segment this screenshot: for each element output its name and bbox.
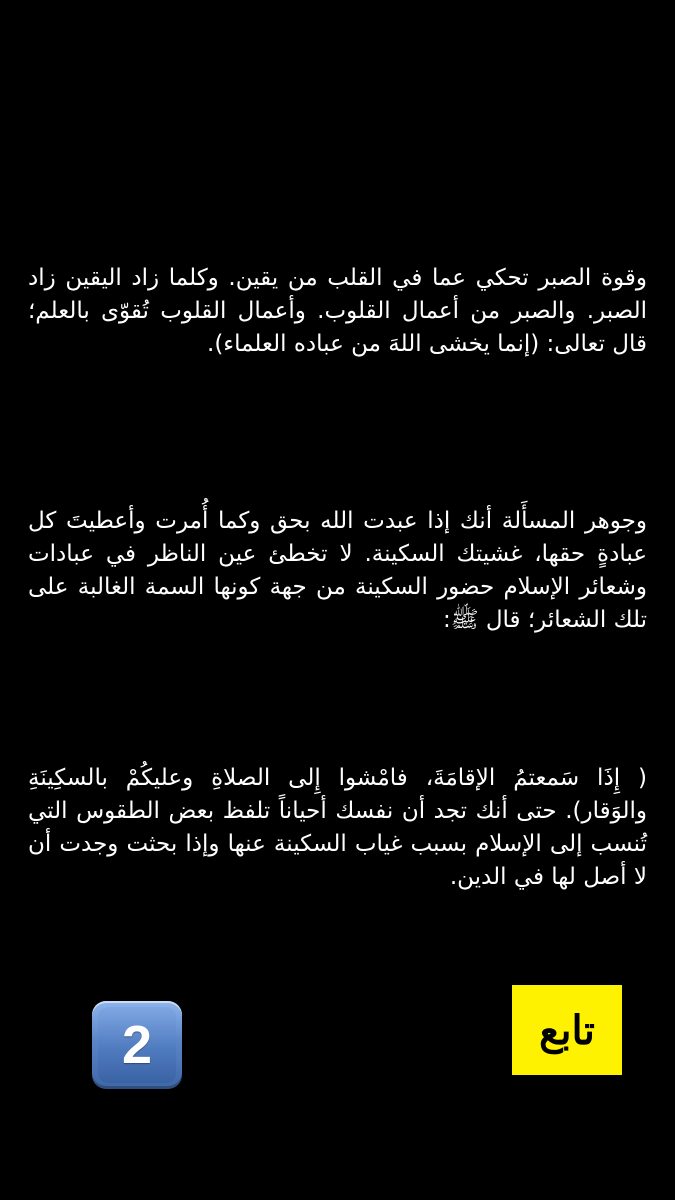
follow-badge: تابع	[512, 985, 622, 1075]
paragraph-patience: وقوة الصبر تحكي عما في القلب من يقين. وكلما زاد اليقين زاد الصبر. والصبر من أعمال القلوب. وأعمال القلوب تُقوّى بالعلم؛ قال تعالى: (إنما يخشى اللهَ من عباده العلماء).	[28, 265, 647, 357]
keycap-number-icon	[92, 1001, 182, 1089]
page-number: 2	[98, 1007, 176, 1083]
paragraph-tranquility: وجوهر المسأَلة أنك إذا عبدت الله بحق وكما أُمرت وأعطيتَ كل عبادةٍ حقها، غشيتك السكينة. لا تخطئ عين الناظر في عبادات وشعائر الإسلام حضور السكينة من جهة كونها السمة الغالبة على تلك الشعائر؛ قال ﷺ:	[28, 508, 647, 633]
paragraph-hadith: ( إِذَا سَمعتمُ الإقامَةَ، فامْشوا إِلى الصلاةِ وعليكُمْ بالسكِينَةِ والوَقار). حتى أنك تجد أن نفسك أحياناً تلفظ بعض الطقوس التي تُنسب إلى الإسلام بسبب غياب السكينة عنها وإذا بحثت وجدت أن لا أصل لها في الدين.	[28, 765, 647, 890]
